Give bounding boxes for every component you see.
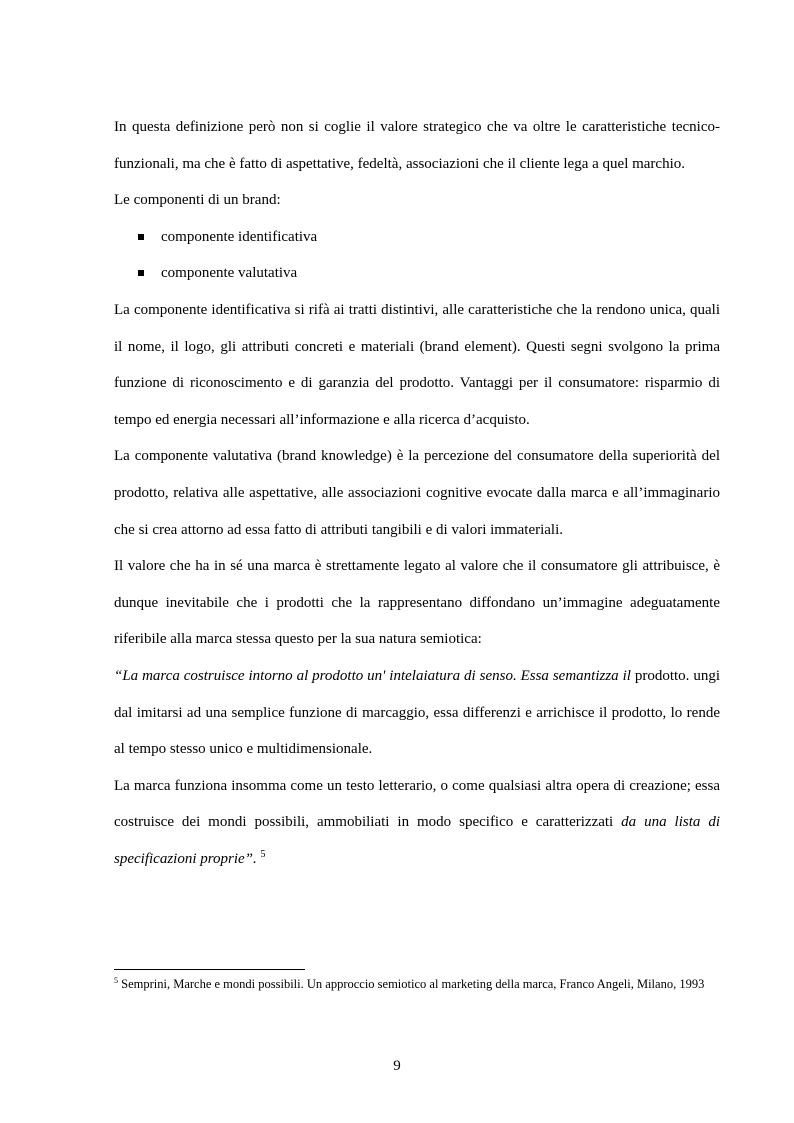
bullet-square-icon	[138, 270, 144, 276]
paragraph-components-intro: Le componenti di un brand:	[114, 192, 281, 209]
footnote-number: 5	[114, 975, 118, 985]
footnote	[114, 976, 720, 993]
paragraph-identificativa: La componente identificativa si rifà ai tratti distintivi, alle caratteristiche che la rendono unica, quali il nome, il logo, gli attributi concreti e materiali (brand element). Questi segni svolgono la prima funzione di riconoscimento e di garanzia del prodotto. Vantaggi per il consumatore: risparmio di tempo ed energia necessari all’informazione e alla ricerca d’acquisto.	[114, 301, 720, 428]
paragraph-valore: Il valore che ha in sé una marca è strettamente legato al valore che il consumatore gli attribuisce, è dunque inevitabile che i prodotti che la rappresentano diffondano un’immagine adeguatamente riferibile alla marca stessa questo per la sua natura semiotica:	[114, 558, 720, 648]
quote-roman-text: La marca funziona insomma come un testo letterario, o come qualsiasi altra opera di creazione; essa costruisce dei mondi possibili, ammobiliati in modo specifico e caratterizzati	[114, 777, 720, 831]
bullet-square-icon	[138, 234, 144, 240]
document-body	[114, 109, 720, 877]
list-item	[114, 219, 720, 256]
footnote-text: Semprini, Marche e mondi possibili. Un approccio semiotico al marketing della marca, Franco Angeli, Milano, 1993	[118, 977, 705, 991]
paragraph-valutativa: La componente valutativa (brand knowledge) è la percezione del consumatore della superiorità del prodotto, relativa alle aspettative, alle associazioni cognitive evocate dalla marca e all’immaginario che si crea attorno ad essa fatto di attributi tangibili e di valori immateriali.	[114, 448, 720, 538]
footnote-divider	[114, 969, 305, 970]
list-item-label: componente identificativa	[161, 228, 318, 245]
paragraph-definition: In questa definizione però non si coglie il valore strategico che va oltre le caratteristiche tecnico-funzionali, ma che è fatto di aspettative, fedeltà, associazioni che il cliente lega a quel marchio.	[114, 119, 720, 172]
quote-italic-text: da una lista di specificazioni proprie”.	[114, 814, 720, 867]
quote-roman-text: prodotto. ungi dal imitarsi ad una semplice funzione di marcaggio, essa differenzi e arrichisce il prodotto, lo rende al tempo stesso unico e multidimensionale.	[114, 667, 720, 758]
footnote-reference: 5	[260, 848, 266, 860]
list-item	[114, 255, 720, 292]
paragraph-quote-1	[114, 658, 720, 768]
quote-italic-text: “La marca costruisce intorno al prodotto un' intelaiatura di senso. Essa semantizza il	[114, 667, 631, 684]
components-list	[114, 219, 720, 292]
list-item-label: componente valutativa	[161, 265, 298, 282]
paragraph-quote-2	[114, 768, 720, 878]
page-number: 9	[393, 1058, 401, 1074]
